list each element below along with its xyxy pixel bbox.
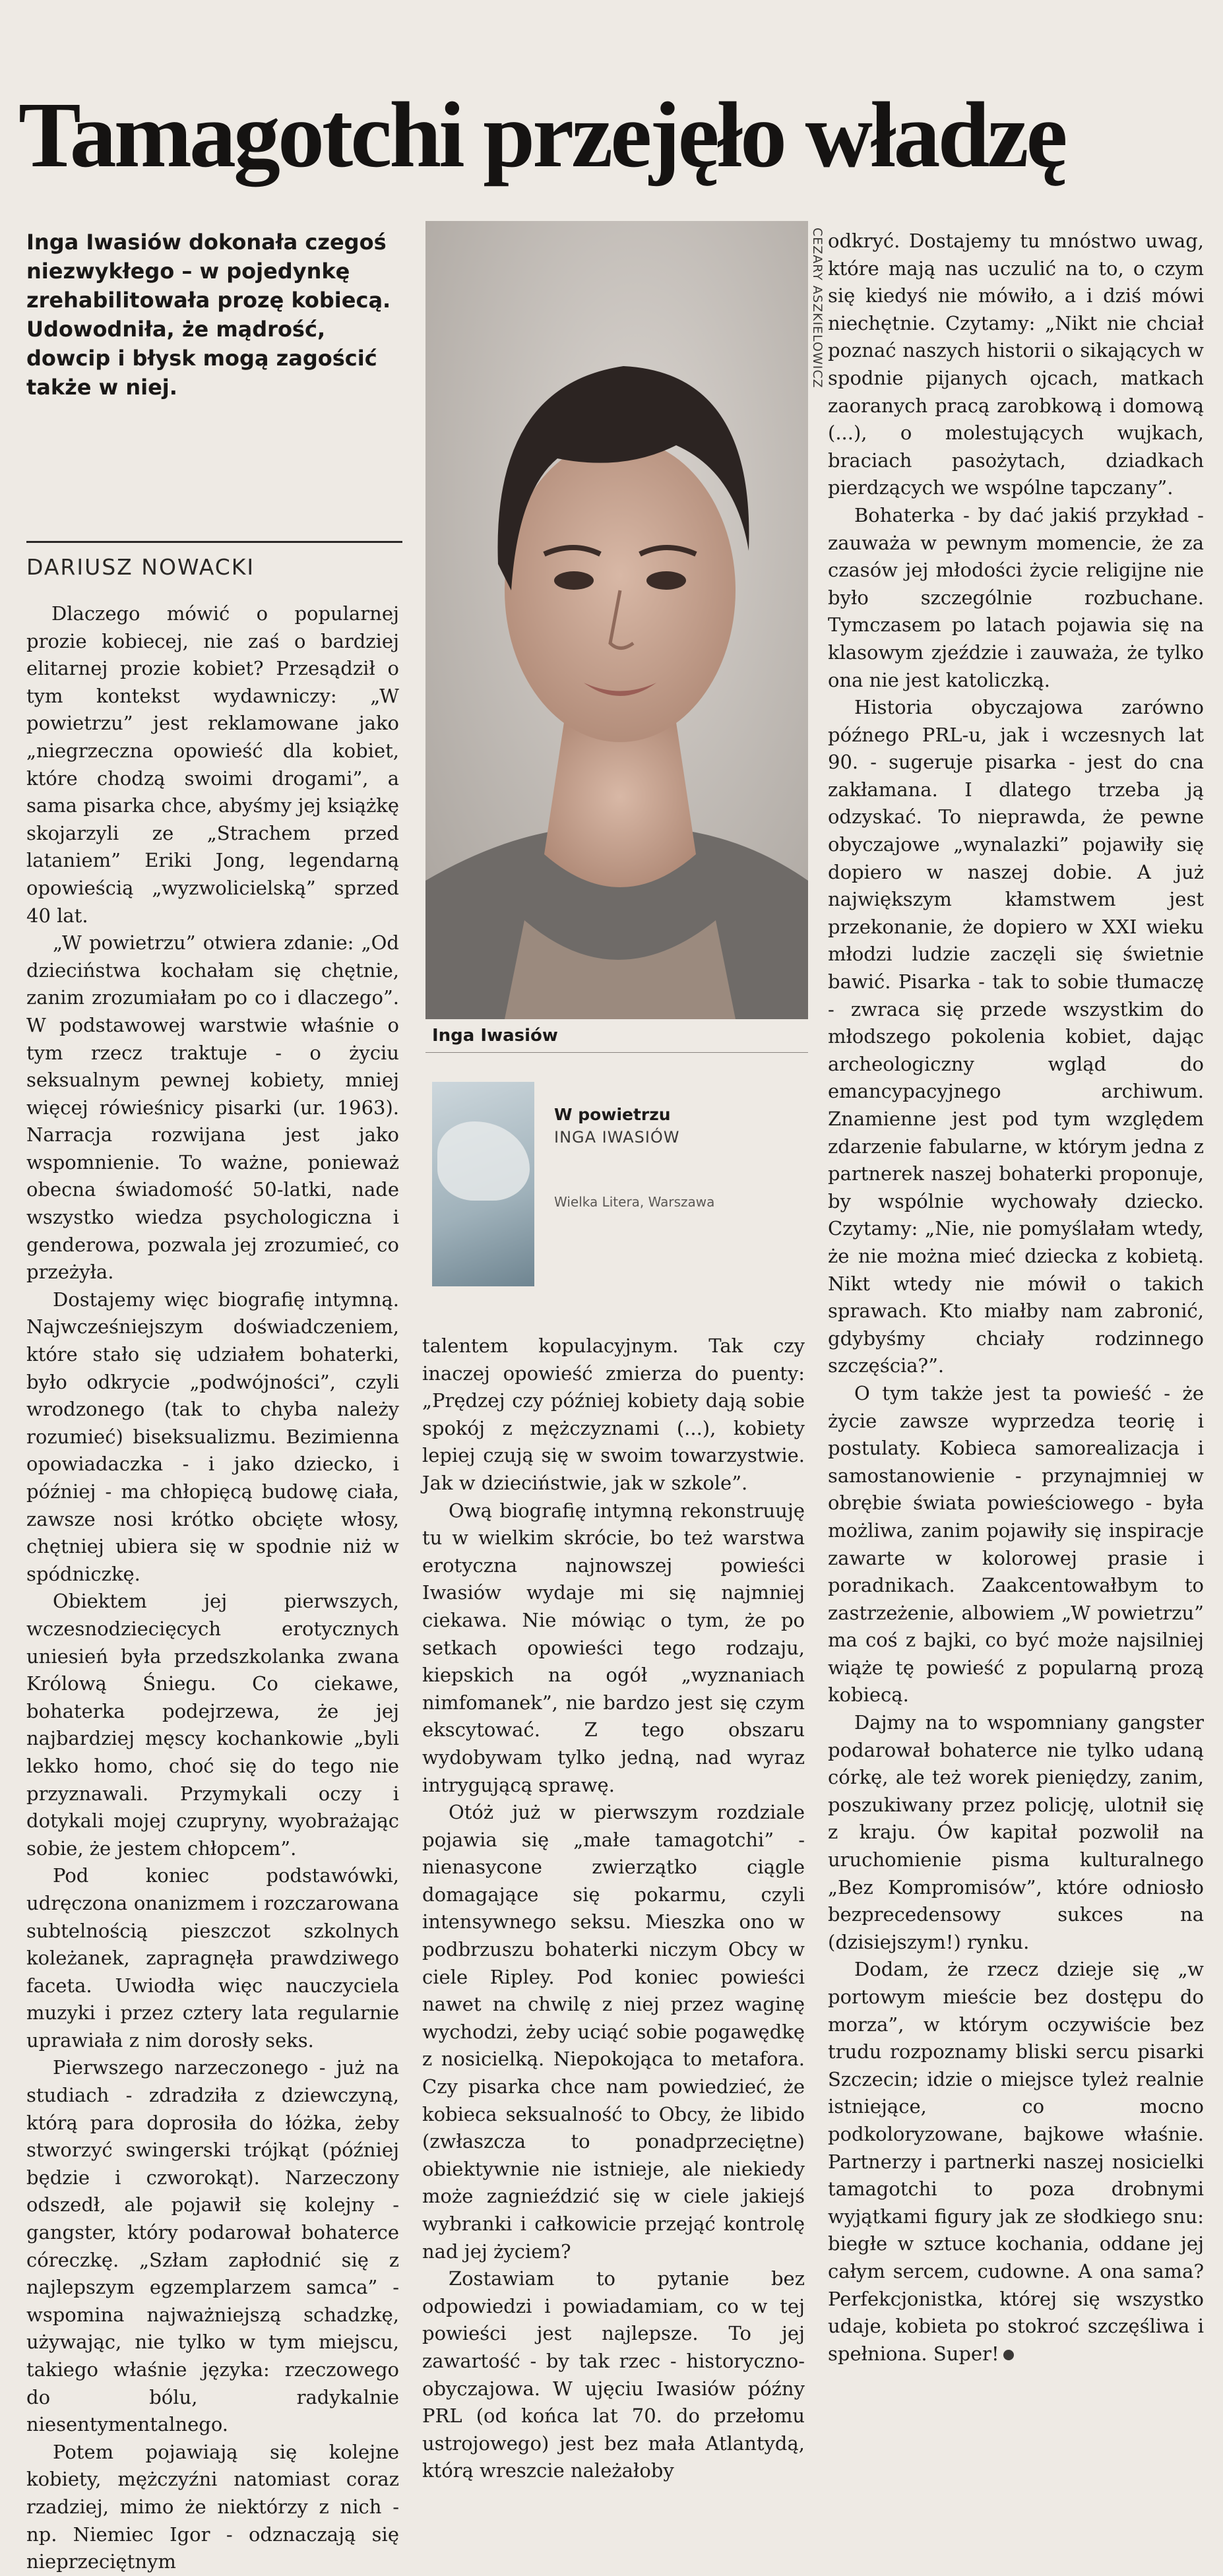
paragraph: Dlaczego mówić o popularnej prozie kobiecej, nie zaś o bardziej elitarnej prozie kobiet? Przesądził o tym kontekst wydawniczy: „W powietrzu” jest reklamowane jako „niegrzeczna opowieść dla kobiet, które chodzą swoimi drogami”, a sama pisarka chce, abyśmy jej książkę skojarzyli ze „Strachem przed lataniem” Eriki Jong, legendarną opowieścią „wyzwolicielską” sprzed 40 lat.	[26, 602, 399, 927]
caption-divider	[425, 1052, 808, 1053]
paragraph: O tym także jest ta powieść - że życie zawsze wyprzedza teorię i postulaty. Kobieca samorealizacja i samostanowienie - przynajmniej w obrębie świata powieściowego - była możliwa, zanim pojawiły się inspiracje zawarte w kolorowej prasie i poradnikach. Zaakcentowałbym to zastrzeżenie, albowiem „W powietrzu” ma coś z bajki, co być może najsilniej wiąże tę powieść z popularną prozą kobiecą.	[828, 1381, 1204, 1707]
paragraph-text: Dodam, że rzecz dzieje się „w portowym mieście bez dostępu do morza”, w którym oczywiście bez trudu rozpoznamy bliski sercu pisarki Szczecin; idzie o miejsce tyleż realnie istniejące, co mocno podkoloryzowane, bajkowe właśnie. Partnerzy i partnerki naszej nosicielki tamagotchi to poza drobnymi wyjątkami figury jak ze słodkiego snu: biegłe w sztuce kochania, oddane jej całym sercem, cudowne. A ona sama? Perfekcjonistka, której się wszystko udaje, kobieta po stokroć szczęśliwa i spełniona. Super!	[828, 1958, 1204, 2365]
paragraph: Bohaterka - by dać jakiś przykład - zauważa w pewnym momencie, że za czasów jej młodości życie religijne nie było szczególnie rozbuchane. Tymczasem po latach pojawia się na klasowym zjeździe i zauważa, że tylko ona nie jest katoliczką.	[828, 503, 1204, 691]
paragraph: Dostajemy więc biografię intymną. Najwcześniejszym doświadczeniem, które stało się udziałem bohaterki, było odkrycie „podwójności”, czyli wrodzonego (tak to chyba należy rozumieć) biseksualizmu. Bezimienna opowiadaczka - i jako dziecko, i później - ma chłopięcą budowę ciała, zawsze nosi krótko obcięte włosy, chętniej ubiera się w spodnie niż w spódniczkę.	[26, 1288, 399, 1585]
article-lead: Inga Iwasiów dokonała czegoś niezwykłego – w pojedynkę zrehabilitowała prozę kobiecą. Udowodniła, że mądrość, dowcip i błysk mogą zagościć także w niej.	[26, 230, 391, 400]
paragraph: Pierwszego narzeczonego - już na studiach - zdradziła z dziewczyną, którą para doprosiła do łóżka, żeby stworzyć swingerski trójkąt (później będzie i czworokąt). Narzeczony odszedł, ale pojawił się kolejny - gangster, który podarował bohaterce córeczkę. „Szłam zapłodnić się z najlepszym egzemplarzem samca” - wspomina najważniejszą schadzkę, używając, nie tylko w tym miejscu, takiego właśnie języka: rzeczowego do bólu, radykalnie niesentymentalnego.	[26, 2056, 399, 2436]
book-author: INGA IWASIÓW	[554, 1128, 680, 1147]
paragraph: talentem kopulacyjnym. Tak czy inaczej opowieść zmierza do puenty: „Prędzej czy później kobiety dają sobie spokój z mężczyznami (...), kobiety lepiej czują się w swoim towarzystwie. Jak w dzieciństwie, jak w szkole”.	[422, 1335, 805, 1494]
text-column-2	[422, 1333, 805, 2485]
paragraph: Obiektem jej pierwszych, wczesnodziecięcych erotycznych uniesień była przedszkolanka zwana Królową Śniegu. Co ciekawe, bohaterka podejrzewa, że jej najbardziej męscy kochankowie „byli lekko homo, choć się do tego nie przyznawali. Przymykali oczy i dotykali mojej czupryny, wyobrażając sobie, że jestem chłopcem”.	[26, 1590, 399, 1860]
photo-credit: CEZARY ASZKIELOWICZ	[810, 228, 825, 389]
paragraph-last	[828, 1956, 1204, 2368]
end-mark-icon	[1003, 2350, 1014, 2360]
paragraph: Pod koniec podstawówki, udręczona onanizmem i rozczarowana subtelnością pieszczot szkolnych koleżanek, zapragnęła prawdziwego faceta. Uwiodła więc nauczyciela muzyki i przez cztery lata regularnie uprawiała z nim dorosły seks.	[26, 1864, 399, 2052]
portrait-image	[425, 221, 808, 1019]
paragraph: Potem pojawiają się kolejne kobiety, mężczyźni natomiast coraz rzadziej, mimo że niektórzy z nich - np. Niemiec Igor - odznaczają się nieprzeciętnym	[26, 2440, 399, 2573]
paragraph: „W powietrzu” otwiera zdanie: „Od dzieciństwa kochałam się chętnie, zanim zrozumiałam po co i dlaczego”. W podstawowej warstwie właśnie o tym rzecz traktuje - o życiu seksualnym pewnej kobiety, mniej więcej rówieśnicy pisarki (ur. 1963). Narracja rozwijana jest jako wspomnienie. To ważne, ponieważ obecna świadomość 50-latki, nade wszystko wiedza psychologiczna i genderowa, pozwala jej zrozumieć, co przeżyła.	[26, 931, 399, 1284]
paragraph: Dajmy na to wspomniany gangster podarował bohaterce nie tylko udaną córkę, ale też worek pieniędzy, zanim, poszukiwany przez policję, ulotnił się z kraju. Ów kapitał pozwolił na uruchomienie pisma kulturalnego „Bez Kompromisów”, które odniosło bezprecedensowy sukces na (dzisiejszym!) rynku.	[828, 1711, 1204, 1953]
cover-figure	[437, 1121, 530, 1201]
paragraph: Zostawiam to pytanie bez odpowiedzi i powiadamiam, co w tej powieści jest najlepsze. To jej zawartość - by tak rzec - historyczno-obyczajowa. W ujęciu Iwasiów późny PRL (od końca lat 70. do przełomu ustrojowego) jest bez mała Atlantydą, którą wreszcie należałoby	[422, 2267, 805, 2482]
paragraph: Historia obyczajowa zarówno późnego PRL-u, jak i wczesnych lat 90. - sugeruje pisarka - jest do cna zakłamana. I dlatego trzeba ją odzyskać. To nieprawda, że pewne obyczajowe „wynalazki” pojawiły się dopiero w naszej dobie. A już największym kłamstwem jest przekonanie, że dopiero w XXI wieku młodzi ludzie zaczęli się świetnie bawić. Pisarka - tak to sobie tłumaczę - zwraca się przede wszystkim do młodszego pokolenia kobiet, dając archeologiczny wgląd do emancypacyjnego archiwum. Znamienne jest pod tym względem zdarzenie fabularne, w którym jedna z partnerek naszej bohaterki proponuje, by wspólnie wychowały dziecko. Czytamy: „Nie, nie pomyślałam wtedy, że nie można mieć dziecka z kobietą. Nikt wtedy nie mówił o takich sprawach. Kto miałby nam zabronić, gdybyśmy chciały rodzinnego szczęścia?”.	[828, 696, 1204, 1377]
text-column-1	[26, 600, 399, 2576]
paragraph: Otóż już w pierwszym rozdziale pojawia się „małe tamagotchi” - nienasycone zwierzątko ciągle domagające się pokarmu, czyli intensywnego seksu. Mieszka ono w podbrzuszu bohaterki niczym Obcy w ciele Ripley. Pod koniec powieści nawet na chwilę z niej przez waginę wychodzi, żeby uciąć sobie pogawędkę z nosicielką. Niepokojąca to metafora. Czy pisarka chce nam powiedzieć, że kobieca seksualność to Obcy, że libido (zwłaszcza to ponadprzeciętne) obiektywnie nie istnieje, ale niekiedy może zagnieździć się w ciele jakiejś wybranki i całkowicie przejąć kontrolę nad jej życiem?	[422, 1801, 805, 2263]
article-title: Tamagotchi przejęło władzę	[18, 82, 1065, 187]
book-publisher: Wielka Litera, Warszawa	[554, 1194, 715, 1210]
photo-caption: Inga Iwasiów	[432, 1026, 558, 1046]
book-title: W powietrzu	[554, 1105, 671, 1124]
text-column-3	[828, 228, 1204, 2368]
paragraph: Ową biografię intymną rekonstruuję tu w wielkim skrócie, bo też warstwa erotyczna najnowszej powieści Iwasiów wydaje mi się najmniej ciekawa. Nie mówiąc o tym, że po setkach opowieści tego rodzaju, kiepskich na ogół „wyznaniach nimfomanek”, nie bardzo jest się czym ekscytować. Z tego obszaru wydobywam tylko jedną, nad wyraz intrygującą sprawę.	[422, 1499, 805, 1796]
lead-divider	[26, 541, 402, 543]
article-author: DARIUSZ NOWACKI	[26, 554, 255, 580]
book-cover	[432, 1082, 534, 1286]
paragraph: odkryć. Dostajemy tu mnóstwo uwag, które mają nas uczulić na to, o czym się kiedyś nie mówiło, a i dziś mówi niechętnie. Czytamy: „Nikt nie chciał poznać naszych historii o sikających w spodnie pijanych ojcach, matkach zaoranych pracą zarobkową i domową (...), o molestujących wujkach, braciach pasożytach, dziadkach pierdzących we wspólne tapczany”.	[828, 230, 1204, 499]
author-photo	[425, 221, 808, 1019]
